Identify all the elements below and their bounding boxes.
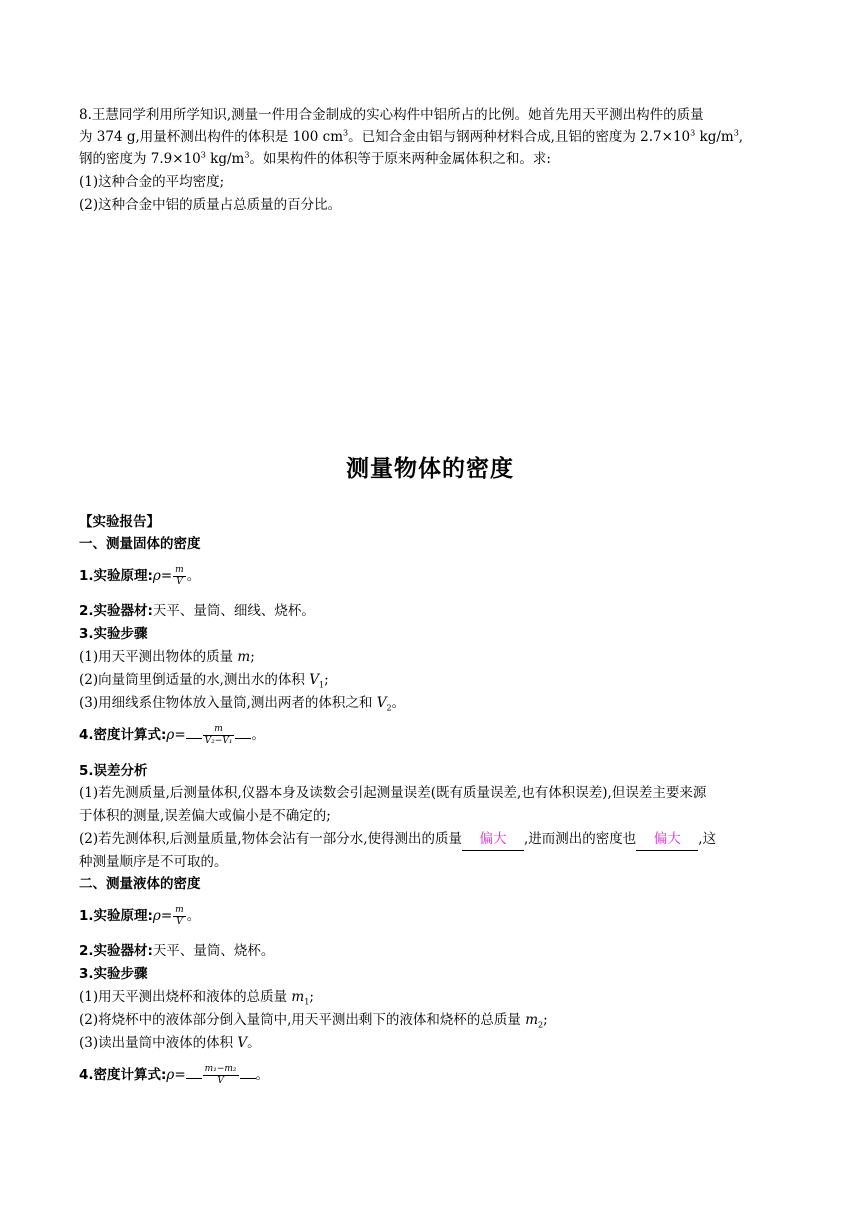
equipment-text: 天平、量筒、烧杯。 <box>152 943 275 959</box>
step-text: ; <box>250 649 255 665</box>
error-line4: 种测量顺序是不可取的。 <box>79 854 228 870</box>
problem8-line1 <box>79 104 704 126</box>
step-text: (1)用天平测出物体的质量 <box>79 649 238 665</box>
solid-step3 <box>79 692 405 714</box>
blank-underline <box>235 738 251 739</box>
superscript: 3 <box>200 150 206 160</box>
var-m: m <box>291 989 305 1005</box>
subscript: 2 <box>538 1020 544 1030</box>
step-text: ; <box>543 1012 548 1028</box>
equals-sign: = <box>160 908 173 924</box>
problem8-text: 。如果构件的体积等于原来两种金属体积之和。求: <box>249 151 551 167</box>
subscript: 1 <box>318 680 325 690</box>
subscript: 2 <box>386 703 392 713</box>
step-text: 。 <box>391 695 406 711</box>
blank-underline <box>240 1078 256 1079</box>
period: 。 <box>186 908 201 924</box>
equals-sign: = <box>174 1067 186 1083</box>
denominator: V₂−V₁ <box>204 736 233 746</box>
error-line2: 于体积的测量,误差偏大或偏小是不确定的; <box>79 808 331 824</box>
problem8-line3 <box>79 148 551 170</box>
item-label: 1.实验原理: <box>79 908 153 924</box>
answer-blank: 偏大 <box>462 828 524 851</box>
equals-sign: = <box>174 727 186 743</box>
rho-symbol: ρ <box>152 908 161 924</box>
error-text: (2)若先测体积,后测量质量,物体会沾有一部分水,使得测出的质量 <box>79 831 462 847</box>
problem8-text: kg/m <box>695 129 734 145</box>
var-v: V <box>376 695 387 711</box>
section-heading-solid: 一、测量固体的密度 <box>79 536 201 552</box>
superscript: 3 <box>690 128 696 138</box>
problem8-text: 。已知合金由铝与钢两种材料合成,且铝的密度为 2.7×10 <box>348 129 691 145</box>
var-v: V <box>237 1035 248 1051</box>
numerator: m <box>175 905 184 915</box>
superscript: 3 <box>733 128 739 138</box>
rho-symbol: ρ <box>166 1067 175 1083</box>
blank-underline <box>186 738 202 739</box>
liquid-equipment <box>79 940 274 962</box>
numerator: m <box>214 724 223 734</box>
liquid-principle <box>79 905 200 927</box>
step-text: (1)用天平测出烧杯和液体的总质量 <box>79 989 292 1005</box>
rho-symbol: ρ <box>152 568 161 584</box>
problem8-text: , <box>738 129 744 145</box>
subscript: 1 <box>304 997 310 1007</box>
numerator: m <box>175 565 184 575</box>
solid-equipment <box>79 600 315 622</box>
problem8-text: 为 374 g,用量杯测出构件的体积是 100 cm <box>79 129 343 145</box>
solid-calc <box>79 724 265 746</box>
liquid-step3 <box>79 1032 261 1054</box>
report-label: 【实验报告】 <box>79 514 160 530</box>
rho-symbol: ρ <box>166 727 175 743</box>
liquid-step2 <box>79 1009 548 1031</box>
liquid-step1 <box>79 986 314 1008</box>
error-text: ,这 <box>698 831 717 847</box>
problem8-question2: (2)这种合金中铝的质量占总质量的百分比。 <box>79 197 342 213</box>
item-label: 2.实验器材: <box>79 603 153 619</box>
section-heading-liquid: 二、测量液体的密度 <box>79 876 201 892</box>
error-text: ,进而测出的密度也 <box>524 831 637 847</box>
fraction-density-liquid <box>203 1065 239 1086</box>
item-label: 4.密度计算式: <box>79 727 167 743</box>
period: 。 <box>255 1067 269 1083</box>
solid-step2 <box>79 669 329 691</box>
error-line1: (1)若先测质量,后测量体积,仪器本身及读数会引起测量误差(既有质量误差,也有体积误差),但误差主要来源 <box>79 785 707 801</box>
error-line3 <box>79 828 716 851</box>
period: 。 <box>186 568 201 584</box>
item-label: 4.密度计算式: <box>79 1067 167 1083</box>
problem8-question1: (1)这种合金的平均密度; <box>79 174 225 190</box>
error-analysis-label: 5.误差分析 <box>79 763 148 779</box>
denominator: V <box>203 1075 239 1086</box>
item-label: 2.实验器材: <box>79 943 153 959</box>
step-text: (3)读出量筒中液体的体积 <box>79 1035 238 1051</box>
period: 。 <box>251 727 265 743</box>
denominator: V <box>173 576 186 587</box>
equals-sign: = <box>160 568 173 584</box>
solid-step1 <box>79 646 255 668</box>
solid-steps-label: 3.实验步骤 <box>79 626 148 642</box>
fraction-density-solid <box>203 725 235 746</box>
var-m: m <box>237 649 251 665</box>
var-v: V <box>309 672 319 688</box>
var-m: m <box>525 1012 539 1028</box>
answer-blank: 偏大 <box>636 828 698 851</box>
liquid-steps-label: 3.实验步骤 <box>79 966 148 982</box>
problem8-line2 <box>79 126 743 148</box>
numerator: m₁−m₂ <box>204 1064 237 1074</box>
step-text: ; <box>309 989 314 1005</box>
step-text: (3)用细线系住物体放入量筒,测出两者的体积之和 <box>79 695 377 711</box>
step-text: (2)向量筒里倒适量的水,测出水的体积 <box>79 672 310 688</box>
superscript: 3 <box>343 128 349 138</box>
fraction-m-over-v <box>173 566 186 587</box>
equipment-text: 天平、量筒、细线、烧杯。 <box>152 603 315 619</box>
step-text: 。 <box>247 1035 261 1051</box>
superscript: 3 <box>244 150 250 160</box>
solid-principle <box>79 565 200 587</box>
step-text: (2)将烧杯中的液体部分倒入量筒中,用天平测出剩下的液体和烧杯的总质量 <box>79 1012 526 1028</box>
problem8-text: 钢的密度为 7.9×10 <box>79 151 201 167</box>
liquid-calc <box>79 1064 269 1086</box>
step-text: ; <box>324 672 329 688</box>
problem8-text: 8.王慧同学利用所学知识,测量一件用合金制成的实心构件中铝所占的比例。她首先用天平测出构件的质量 <box>79 107 704 123</box>
item-label: 1.实验原理: <box>79 568 153 584</box>
fraction-m-over-v <box>173 906 186 927</box>
denominator: V <box>173 916 186 927</box>
page-title: 测量物体的密度 <box>346 456 514 482</box>
problem8-text: kg/m <box>205 151 245 167</box>
blank-underline <box>186 1078 202 1079</box>
